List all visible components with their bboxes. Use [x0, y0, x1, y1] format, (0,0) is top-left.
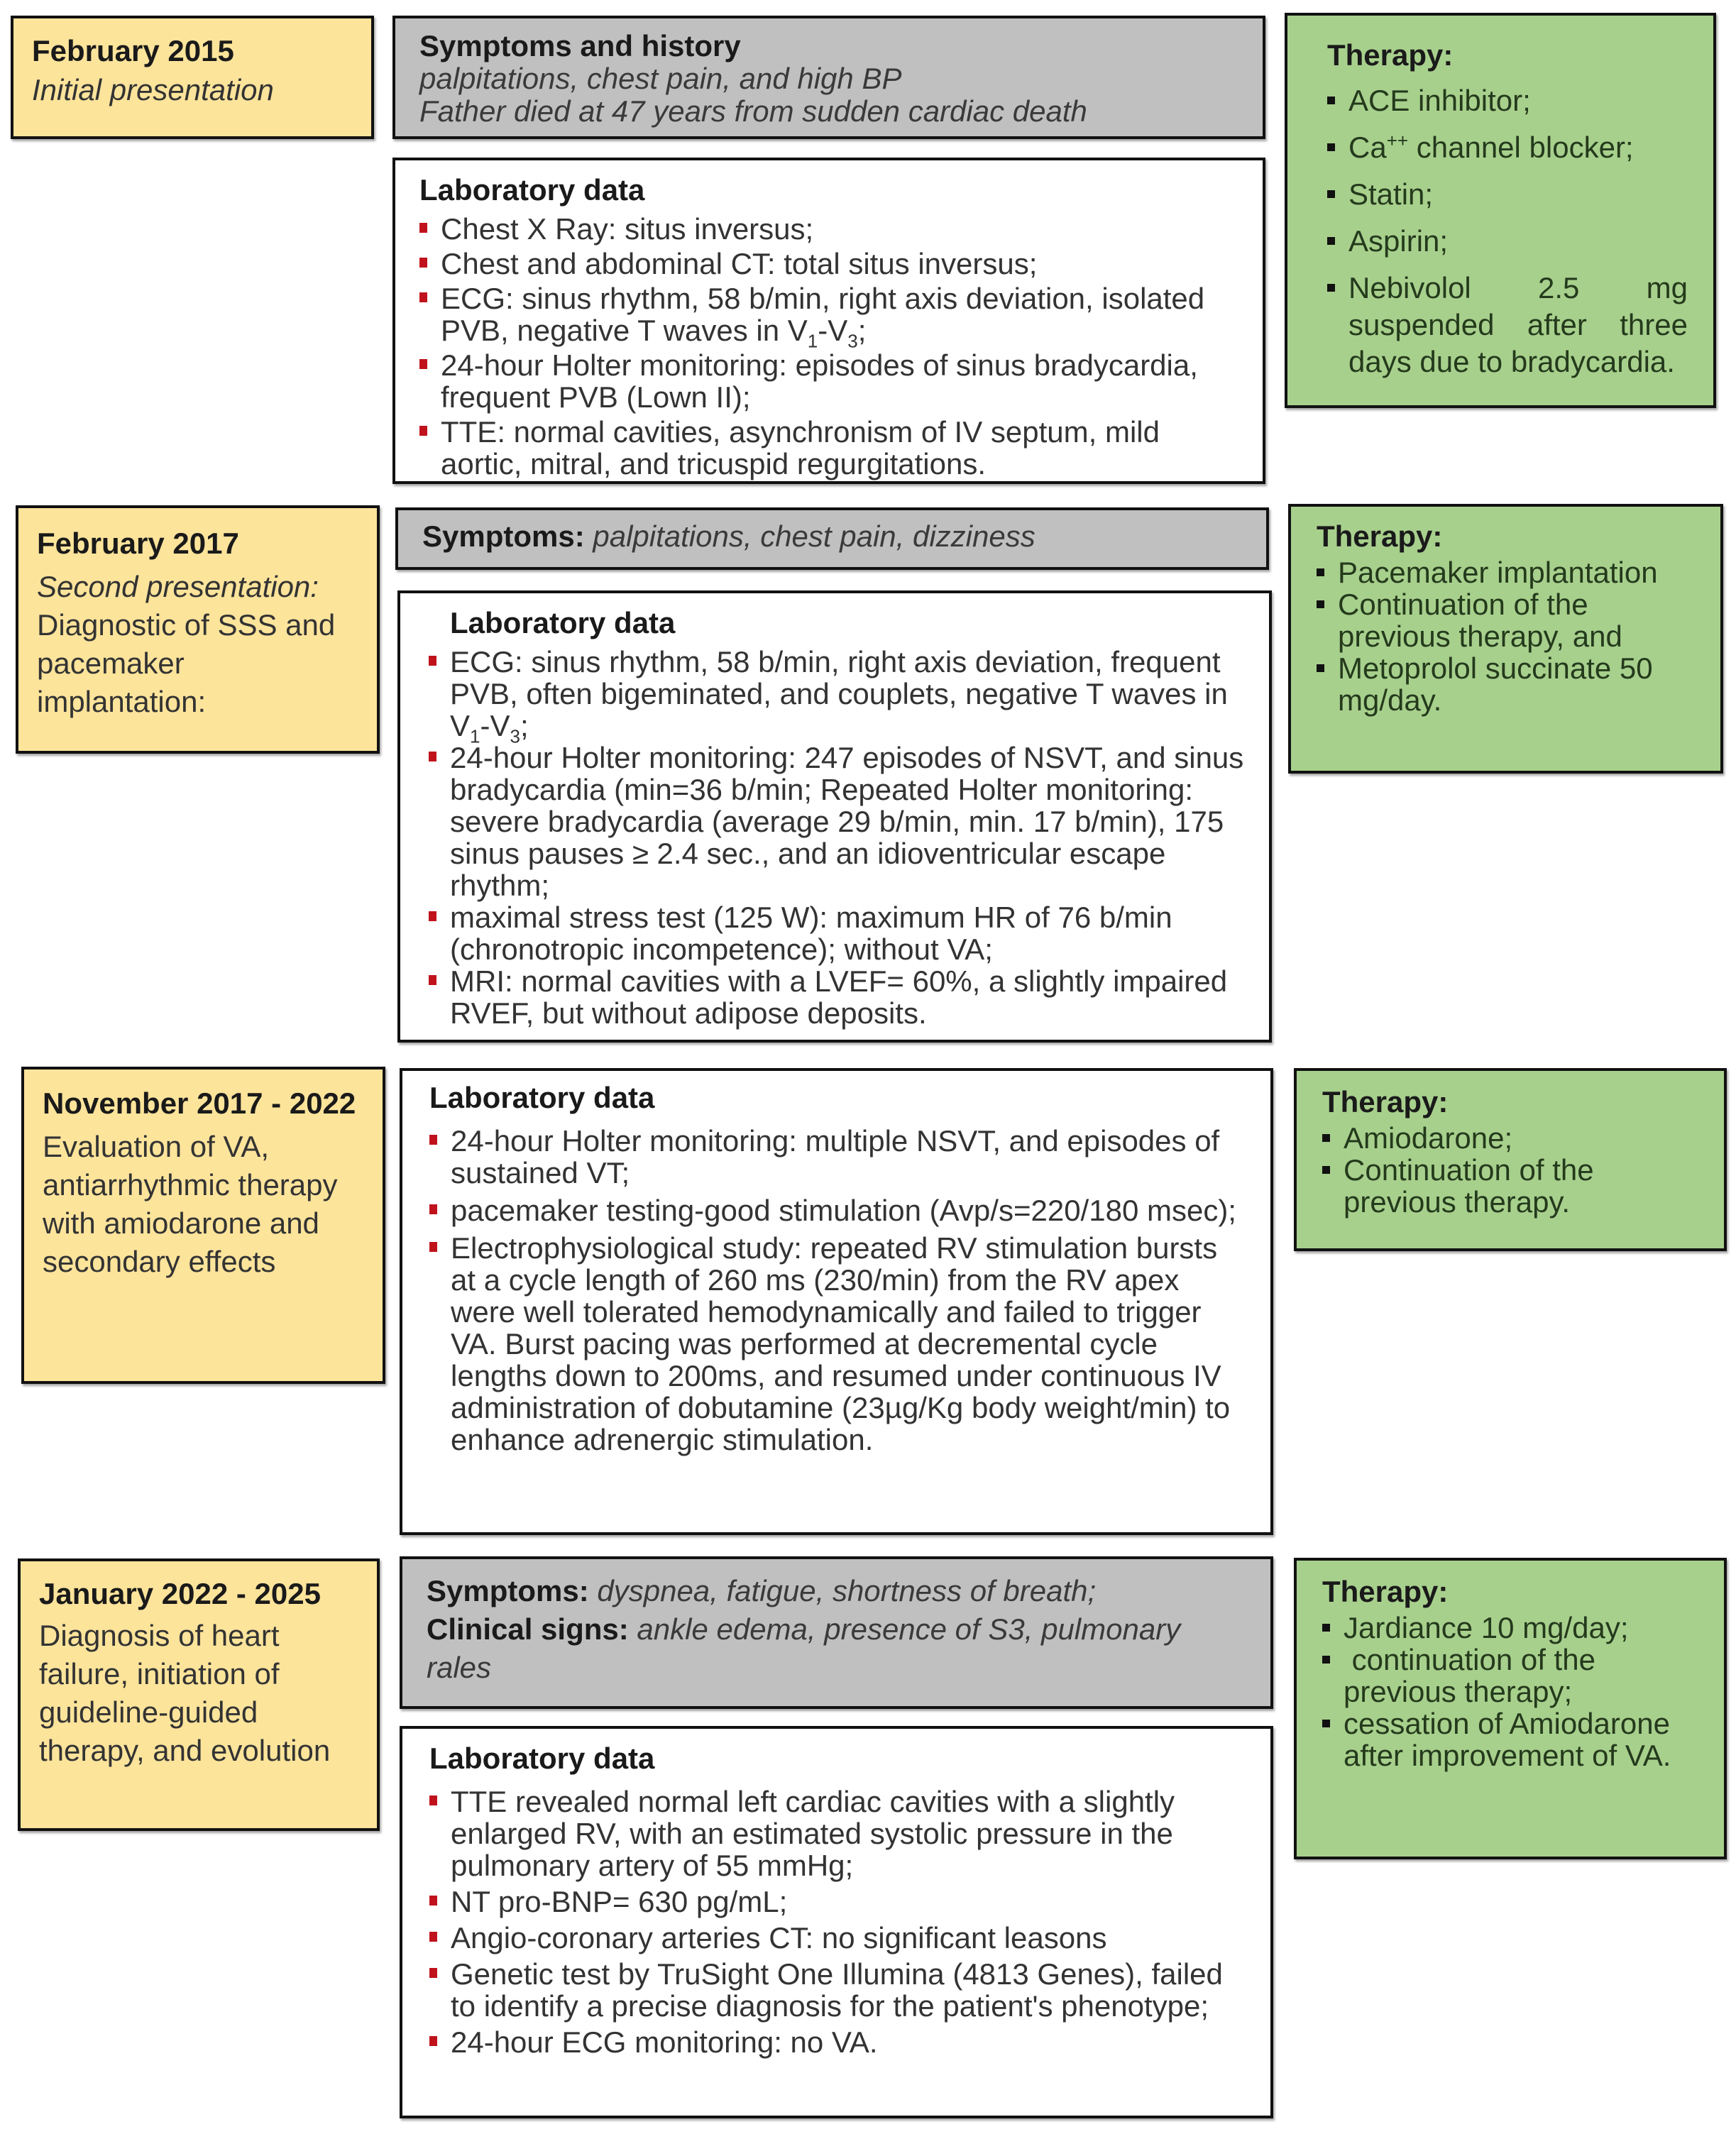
therapy-item: Pacemaker implantation [1317, 556, 1699, 588]
therapy-item: Nebivolol 2.5 mg suspended after three days due to bradycardia. [1327, 270, 1688, 380]
lab-list [419, 213, 1238, 480]
history-line: Father died at 47 years from sudden cardiac death [419, 94, 1087, 128]
therapy-list [1327, 82, 1688, 380]
lab-item: maximal stress test (125 W): maximum HR of 76 b/min (chronotropic incompetence); without VA; [429, 901, 1245, 965]
therapy-item: Amiodarone; [1322, 1122, 1703, 1154]
lab-item: ECG: sinus rhythm, 58 b/min, right axis deviation, frequent PVB, often bigeminated, and couplets, negative T waves in $V_1-V_3$; [429, 646, 1245, 742]
symptoms-box-2015 [392, 16, 1265, 139]
therapy-box-2015 [1285, 13, 1716, 408]
lab-list [429, 1125, 1246, 1456]
therapy-title: Therapy: [1322, 1575, 1449, 1608]
lab-item: NT pro-BNP= 630 pg/mL; [429, 1886, 1246, 1918]
lab-list [429, 1786, 1246, 2058]
therapy-title: Therapy: [1327, 38, 1454, 72]
lab-title: Laboratory data [450, 606, 676, 639]
period-description: Second presentation: Diagnostic of SSS and pacemaker implantation: [37, 570, 336, 718]
lab-item: ECG: sinus rhythm, 58 b/min, right axis deviation, isolated PVB, negative T waves in $V_1-V_3$; [419, 282, 1238, 346]
lab-item: Electrophysiological study: repeated RV stimulation bursts at a cycle length of 260 ms (230/min) from the RV apex were well tolerated hemodynamically and failed to trigger VA. Burst pacing was performed at decremental cycle lengths down to 200ms, and resumed under continuous IV administration of dobutamine (23µg/Kg body weight/min) to enhance adrenergic stimulation. [429, 1232, 1246, 1456]
lab-list [429, 646, 1245, 1029]
lab-box-2017 [397, 590, 1272, 1043]
period-title: February 2017 [37, 527, 239, 560]
square-bullet-icon [429, 752, 436, 761]
square-bullet-icon [1322, 1134, 1330, 1142]
lab-item: 24-hour Holter monitoring: episodes of sinus bradycardia, frequent PVB (Lown II); [419, 349, 1238, 413]
period-box-2017 [16, 505, 380, 754]
period-title: February 2015 [32, 34, 234, 67]
period-description: Evaluation of VA, antiarrhythmic therapy with amiodarone and secondary effects [43, 1130, 338, 1278]
lab-box-2022-2025 [400, 1726, 1273, 2118]
square-bullet-icon [429, 911, 436, 921]
therapy-item: Statin; [1327, 176, 1688, 213]
lab-item: 24-hour Holter monitoring: multiple NSVT, and episodes of sustained VT; [429, 1125, 1246, 1189]
symptoms-box-2017 [395, 507, 1269, 570]
square-bullet-icon [419, 292, 427, 302]
lab-item: Chest X Ray: situs inversus; [419, 213, 1238, 245]
square-bullet-icon [1322, 1166, 1330, 1174]
symptoms-box-2022-2025 [400, 1556, 1273, 1709]
square-bullet-icon [419, 359, 427, 369]
therapy-box-2017 [1288, 504, 1723, 774]
square-bullet-icon [1322, 1656, 1330, 1664]
square-bullet-icon [1322, 1624, 1330, 1632]
square-bullet-icon [1327, 143, 1335, 151]
square-bullet-icon [429, 1204, 437, 1214]
square-bullet-icon [429, 1135, 437, 1145]
lab-item: TTE revealed normal left cardiac cavities with a slightly enlarged RV, with an estimated systolic pressure in the pulmonary artery of 55 mmHg; [429, 1786, 1246, 1881]
square-bullet-icon [419, 258, 427, 268]
lab-item: Genetic test by TruSight One Illumina (4813 Genes), failed to identify a precise diagnosis for the patient's phenotype; [429, 1958, 1246, 2022]
symptoms-line: Symptoms: dyspnea, fatigue, shortness of breath; [427, 1574, 1097, 1607]
therapy-item: Metoprolol succinate 50 mg/day. [1317, 652, 1699, 716]
therapy-item: Ca++ channel blocker; [1327, 129, 1688, 166]
lab-item: 24-hour ECG monitoring: no VA. [429, 2026, 1246, 2058]
lab-title: Laboratory data [429, 1742, 655, 1775]
lab-box-2017-2022 [400, 1068, 1273, 1535]
therapy-item: Continuation of the previous therapy, and [1317, 588, 1699, 652]
therapy-item: Aspirin; [1327, 223, 1688, 260]
square-bullet-icon [1327, 97, 1335, 104]
therapy-item: Jardiance 10 mg/day; [1322, 1612, 1703, 1644]
therapy-list [1322, 1122, 1703, 1218]
square-bullet-icon [1317, 568, 1324, 576]
lab-item: TTE: normal cavities, asynchronism of IV septum, mild aortic, mitral, and tricuspid regurgitations. [419, 416, 1238, 480]
square-bullet-icon [1327, 237, 1335, 245]
square-bullet-icon [429, 1968, 437, 1978]
square-bullet-icon [1317, 664, 1324, 672]
square-bullet-icon [1322, 1720, 1330, 1727]
lab-box-2015 [392, 158, 1265, 484]
period-box-2017-2022 [21, 1067, 385, 1384]
square-bullet-icon [429, 1242, 437, 1252]
lab-item: pacemaker testing-good stimulation (Avp/s=220/180 msec); [429, 1194, 1246, 1226]
therapy-box-2017-2022 [1294, 1068, 1727, 1251]
square-bullet-icon [429, 1932, 437, 1942]
therapy-item: Continuation of the previous therapy. [1322, 1154, 1703, 1218]
symptoms-title: Symptoms and history [419, 29, 741, 62]
square-bullet-icon [419, 426, 427, 436]
lab-item: 24-hour Holter monitoring: 247 episodes of NSVT, and sinus bradycardia (min=36 b/min; Repeated Holter monitoring: severe bradycardia (average 29 b/min, min. 17 b/min), 175 sinus pauses ≥ 2.4 sec., and an idioventricular escape rhythm; [429, 742, 1245, 901]
square-bullet-icon [429, 975, 436, 985]
lab-title: Laboratory data [419, 173, 645, 207]
period-box-2022-2025 [18, 1558, 380, 1831]
period-description: Initial presentation [32, 73, 274, 106]
square-bullet-icon [429, 1796, 437, 1805]
square-bullet-icon [419, 223, 427, 233]
therapy-box-2022-2025 [1294, 1558, 1727, 1859]
lab-item: Chest and abdominal CT: total situs inversus; [419, 248, 1238, 280]
therapy-title: Therapy: [1322, 1085, 1449, 1118]
lab-title: Laboratory data [429, 1081, 655, 1114]
square-bullet-icon [1327, 284, 1335, 292]
square-bullet-icon [429, 656, 436, 666]
square-bullet-icon [429, 1896, 437, 1906]
therapy-list [1322, 1612, 1703, 1771]
square-bullet-icon [1317, 600, 1324, 608]
period-box-2015 [11, 16, 374, 139]
period-description: Diagnosis of heart failure, initiation of guideline-guided therapy, and evolution [39, 1619, 331, 1767]
therapy-item: cessation of Amiodarone after improvement of VA. [1322, 1708, 1703, 1771]
square-bullet-icon [1327, 190, 1335, 198]
therapy-title: Therapy: [1317, 519, 1443, 553]
therapy-list [1317, 556, 1699, 716]
clinical-signs-line: Clinical signs: ankle edema, presence of S3, pulmonary rales [427, 1612, 1181, 1684]
square-bullet-icon [429, 2036, 437, 2046]
lab-item: MRI: normal cavities with a LVEF= 60%, a slightly impaired RVEF, but without adipose deposits. [429, 965, 1245, 1029]
symptoms-line: palpitations, chest pain, and high BP [419, 62, 902, 95]
therapy-item: continuation of the previous therapy; [1322, 1644, 1703, 1708]
period-title: November 2017 - 2022 [43, 1087, 356, 1120]
therapy-item: ACE inhibitor; [1327, 82, 1688, 119]
period-title: January 2022 - 2025 [39, 1577, 321, 1610]
symptoms-line: Symptoms: palpitations, chest pain, dizziness [422, 519, 1035, 553]
lab-item: Angio-coronary arteries CT: no significant leasons [429, 1922, 1246, 1954]
